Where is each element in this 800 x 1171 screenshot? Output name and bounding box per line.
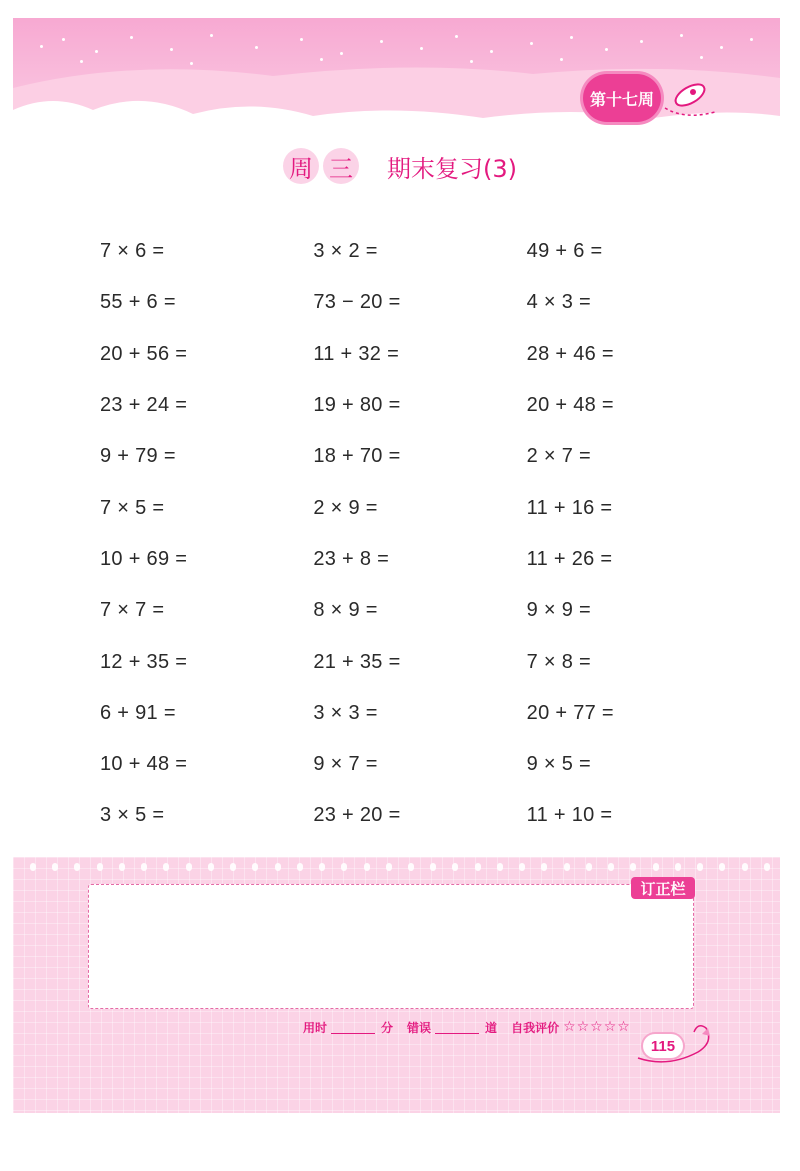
- math-problem: 9 + 79 =: [100, 445, 176, 468]
- math-problem: 49 + 6 =: [526, 240, 603, 263]
- sparkle-dot: [380, 40, 383, 43]
- sparkle-dot: [750, 38, 753, 41]
- math-problem: 6 + 91 =: [100, 701, 176, 724]
- error-unit: 道: [485, 1020, 498, 1035]
- binder-hole: [30, 863, 36, 871]
- binder-hole: [319, 863, 325, 871]
- binder-hole: [186, 863, 192, 871]
- rating-stars[interactable]: ☆☆☆☆☆: [563, 1019, 631, 1035]
- sparkle-dot: [170, 48, 173, 51]
- binder-hole: [697, 863, 703, 871]
- binder-hole: [141, 863, 147, 871]
- sparkle-dot: [80, 60, 83, 63]
- self-assessment-line: [303, 1017, 631, 1037]
- math-problem: 3 × 5 =: [100, 804, 165, 827]
- binder-hole: [230, 863, 236, 871]
- math-problem: 4 × 3 =: [526, 291, 592, 314]
- binder-hole: [430, 863, 436, 871]
- binder-hole: [341, 863, 347, 871]
- binder-hole: [408, 863, 414, 871]
- sparkle-dot: [720, 46, 723, 49]
- math-problem: 28 + 46 =: [526, 342, 614, 365]
- problem-row: [100, 226, 740, 277]
- time-label: 用时: [303, 1020, 328, 1035]
- binder-hole: [452, 863, 458, 871]
- binder-hole: [52, 863, 58, 871]
- correction-box[interactable]: [88, 884, 694, 1009]
- math-problem: 3 × 3 =: [313, 701, 378, 724]
- binder-hole: [252, 863, 258, 871]
- problem-grid: [100, 226, 740, 842]
- sparkle-dot: [700, 56, 703, 59]
- math-problem: 20 + 48 =: [526, 394, 614, 417]
- problem-row: [100, 688, 740, 739]
- math-problem: 21 + 35 =: [313, 650, 401, 673]
- binder-hole: [764, 863, 770, 871]
- binder-holes: [30, 863, 770, 873]
- math-problem: 9 × 5 =: [526, 753, 592, 776]
- binder-hole: [74, 863, 80, 871]
- math-problem: 2 × 7 =: [526, 445, 592, 468]
- math-problem: 23 + 24 =: [100, 394, 188, 417]
- day-label: [283, 148, 363, 184]
- sparkle-dot: [40, 45, 43, 48]
- math-problem: 19 + 80 =: [313, 394, 401, 417]
- math-problem: 9 × 9 =: [526, 599, 592, 622]
- binder-hole: [386, 863, 392, 871]
- math-problem: 7 × 7 =: [100, 599, 165, 622]
- binder-hole: [364, 863, 370, 871]
- self-eval-label: 自我评价: [511, 1020, 560, 1035]
- math-problem: 11 + 26 =: [526, 547, 613, 570]
- binder-hole: [630, 863, 636, 871]
- week-badge: 第十七周: [583, 74, 661, 122]
- sparkle-dot: [300, 38, 303, 41]
- binder-hole: [719, 863, 725, 871]
- math-problem: 10 + 48 =: [100, 753, 188, 776]
- rocket-icon: [660, 70, 720, 120]
- sparkle-dot: [490, 50, 493, 53]
- error-blank[interactable]: [435, 1021, 479, 1034]
- math-problem: 7 × 8 =: [526, 650, 592, 673]
- math-problem: 2 × 9 =: [313, 496, 378, 519]
- math-problem: 20 + 56 =: [100, 342, 188, 365]
- correction-label: 订正栏: [631, 877, 695, 899]
- math-problem: 23 + 8 =: [313, 547, 390, 570]
- binder-hole: [608, 863, 614, 871]
- sparkle-dot: [62, 38, 65, 41]
- sparkle-dot: [570, 36, 573, 39]
- sparkle-dot: [605, 48, 608, 51]
- binder-hole: [675, 863, 681, 871]
- problem-row: [100, 790, 740, 841]
- error-label: 错误: [407, 1020, 432, 1035]
- page-title: [0, 144, 800, 188]
- sparkle-dot: [340, 52, 343, 55]
- day-char: 周: [283, 148, 319, 184]
- binder-hole: [519, 863, 525, 871]
- problem-row: [100, 380, 740, 431]
- sparkle-dot: [530, 42, 533, 45]
- problem-row: [100, 636, 740, 687]
- math-problem: 12 + 35 =: [100, 650, 188, 673]
- problem-row: [100, 431, 740, 482]
- sparkle-dot: [640, 40, 643, 43]
- math-problem: 11 + 32 =: [313, 342, 400, 365]
- math-problem: 7 × 6 =: [100, 240, 165, 263]
- binder-hole: [163, 863, 169, 871]
- math-problem: 10 + 69 =: [100, 547, 188, 570]
- sparkle-dot: [255, 46, 258, 49]
- sparkle-dot: [680, 34, 683, 37]
- binder-hole: [97, 863, 103, 871]
- problem-row: [100, 739, 740, 790]
- problem-row: [100, 277, 740, 328]
- binder-hole: [275, 863, 281, 871]
- binder-hole: [564, 863, 570, 871]
- problem-row: [100, 534, 740, 585]
- math-problem: 9 × 7 =: [313, 753, 378, 776]
- sparkle-dot: [130, 36, 133, 39]
- time-blank[interactable]: [331, 1021, 375, 1034]
- time-unit: 分: [381, 1020, 394, 1035]
- sparkle-dot: [560, 58, 563, 61]
- math-problem: 20 + 77 =: [526, 701, 614, 724]
- math-problem: 55 + 6 =: [100, 291, 176, 314]
- binder-hole: [475, 863, 481, 871]
- math-problem: 11 + 10 =: [526, 804, 613, 827]
- math-problem: 11 + 16 =: [526, 496, 613, 519]
- title-text: 期末复习(3): [387, 154, 517, 183]
- binder-hole: [541, 863, 547, 871]
- sparkle-dot: [455, 35, 458, 38]
- binder-hole: [742, 863, 748, 871]
- binder-hole: [119, 863, 125, 871]
- sparkle-dot: [210, 34, 213, 37]
- math-problem: 8 × 9 =: [313, 599, 378, 622]
- math-problem: 7 × 5 =: [100, 496, 165, 519]
- binder-hole: [586, 863, 592, 871]
- math-problem: 73 − 20 =: [313, 291, 401, 314]
- math-problem: 18 + 70 =: [313, 445, 401, 468]
- binder-hole: [653, 863, 659, 871]
- binder-hole: [297, 863, 303, 871]
- binder-hole: [208, 863, 214, 871]
- problem-row: [100, 329, 740, 380]
- page-number: 115: [643, 1034, 683, 1058]
- binder-hole: [497, 863, 503, 871]
- problem-row: [100, 585, 740, 636]
- sparkle-dot: [95, 50, 98, 53]
- sparkle-dot: [470, 60, 473, 63]
- day-char: 三: [323, 148, 359, 184]
- sparkle-dot: [190, 62, 193, 65]
- sparkle-dot: [320, 58, 323, 61]
- sparkle-dot: [420, 47, 423, 50]
- math-problem: 23 + 20 =: [313, 804, 401, 827]
- math-problem: 3 × 2 =: [313, 240, 378, 263]
- problem-row: [100, 482, 740, 533]
